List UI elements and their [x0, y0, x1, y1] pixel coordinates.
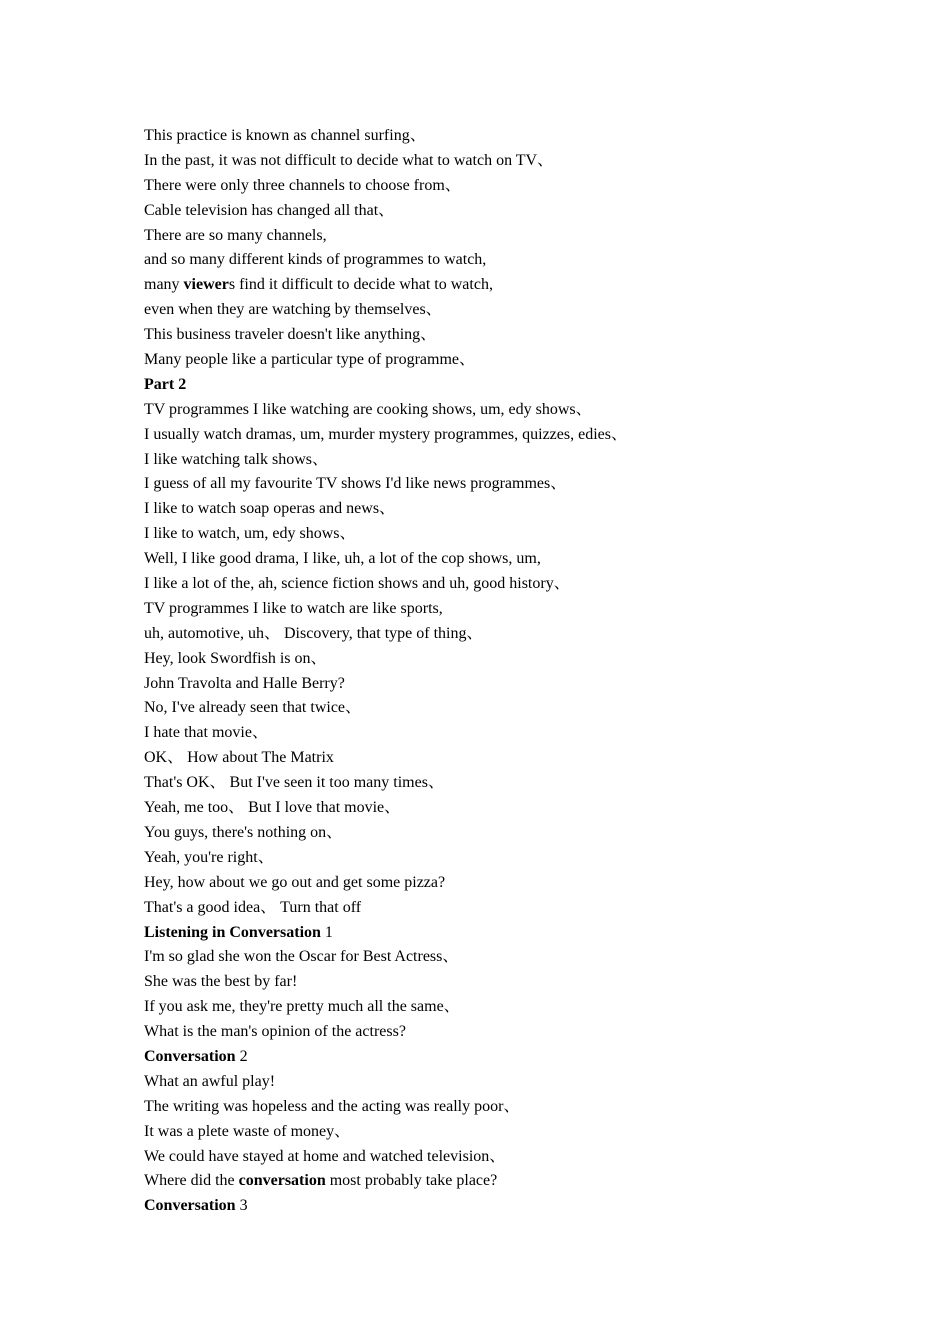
text-segment: Yeah, me too、 But I love that movie、 — [144, 799, 401, 817]
text-line — [144, 348, 864, 373]
text-segment: most probably take place? — [325, 1172, 498, 1190]
bold-text-segment: Conversation — [144, 1047, 236, 1065]
text-line — [144, 572, 864, 597]
text-line — [144, 224, 864, 249]
text-segment: I like watching talk shows、 — [144, 450, 328, 468]
text-line — [144, 199, 864, 224]
text-line — [144, 1095, 864, 1120]
text-segment: That's a good idea、 Turn that off — [144, 898, 362, 916]
text-segment: I like to watch, um, edy shows、 — [144, 525, 356, 543]
bold-text-segment: Part 2 — [144, 375, 187, 393]
text-line — [144, 273, 864, 298]
bold-text-segment: conversation — [238, 1172, 326, 1190]
text-line — [144, 149, 864, 174]
text-segment: There were only three channels to choose from、 — [144, 176, 461, 194]
text-segment: even when they are watching by themselves、 — [144, 301, 442, 319]
text-line — [144, 547, 864, 572]
text-line — [144, 1169, 864, 1194]
text-segment: Many people like a particular type of programme、 — [144, 351, 475, 369]
bold-text-segment: Listening in Conversation — [144, 923, 321, 941]
text-segment: I usually watch dramas, um, murder mystery programmes, quizzes, edies、 — [144, 425, 627, 443]
text-line — [144, 746, 864, 771]
text-segment: 2 — [235, 1047, 248, 1065]
text-segment: I like a lot of the, ah, science fiction shows and uh, good history、 — [144, 575, 570, 593]
text-line — [144, 448, 864, 473]
text-segment: The writing was hopeless and the acting was really poor、 — [144, 1097, 520, 1115]
text-line — [144, 921, 864, 946]
text-segment: We could have stayed at home and watched television、 — [144, 1147, 506, 1165]
text-line — [144, 423, 864, 448]
text-segment: This practice is known as channel surfing、 — [144, 127, 426, 144]
text-line — [144, 497, 864, 522]
text-line — [144, 821, 864, 846]
text-segment: In the past, it was not difficult to decide what to watch on TV、 — [144, 151, 554, 169]
text-segment: Cable television has changed all that、 — [144, 201, 395, 219]
text-segment: 1 — [320, 923, 333, 941]
text-segment: many — [144, 276, 184, 294]
text-segment: It was a plete waste of money、 — [144, 1122, 351, 1140]
text-segment: That's OK、 But I've seen it too many times、 — [144, 774, 444, 792]
text-line — [144, 398, 864, 423]
text-line — [144, 124, 864, 149]
text-segment: This business traveler doesn't like anything、 — [144, 326, 437, 344]
text-segment: There are so many channels, — [144, 226, 327, 244]
text-line — [144, 1045, 864, 1070]
text-line — [144, 298, 864, 323]
text-line — [144, 373, 864, 398]
text-line — [144, 896, 864, 921]
text-line — [144, 1145, 864, 1170]
text-segment: Well, I like good drama, I like, uh, a lot of the cop shows, um, — [144, 550, 541, 568]
text-segment: I guess of all my favourite TV shows I'd like news programmes、 — [144, 475, 567, 493]
text-line — [144, 248, 864, 273]
text-segment: Yeah, you're right、 — [144, 848, 274, 866]
text-segment: What an awful play! — [144, 1072, 276, 1090]
text-line — [144, 696, 864, 721]
text-line — [144, 1070, 864, 1095]
text-segment: What is the man's opinion of the actress? — [144, 1023, 406, 1041]
text-line — [144, 796, 864, 821]
text-segment: s find it difficult to decide what to watch, — [228, 276, 493, 294]
text-segment: and so many different kinds of programmes to watch, — [144, 251, 487, 269]
text-line — [144, 174, 864, 199]
text-segment: No, I've already seen that twice、 — [144, 699, 362, 717]
text-line — [144, 1194, 864, 1219]
text-line — [144, 771, 864, 796]
text-line — [144, 721, 864, 746]
text-line — [144, 970, 864, 995]
text-line — [144, 472, 864, 497]
text-segment: Where did the — [144, 1172, 239, 1190]
text-line — [144, 846, 864, 871]
text-line — [144, 871, 864, 896]
text-line — [144, 945, 864, 970]
text-segment: John Travolta and Halle Berry? — [144, 674, 345, 692]
text-segment: TV programmes I like to watch are like sports, — [144, 599, 443, 617]
text-line — [144, 995, 864, 1020]
text-segment: If you ask me, they're pretty much all the same、 — [144, 998, 460, 1016]
text-line — [144, 1020, 864, 1045]
text-segment: OK、 How about The Matrix — [144, 749, 334, 767]
bold-text-segment: Conversation — [144, 1197, 236, 1215]
text-line — [144, 597, 864, 622]
bold-text-segment: viewer — [183, 276, 229, 294]
text-segment: Hey, look Swordfish is on、 — [144, 649, 327, 667]
text-segment: You guys, there's nothing on、 — [144, 823, 343, 841]
text-segment: Hey, how about we go out and get some pizza? — [144, 873, 446, 891]
text-segment: TV programmes I like watching are cooking shows, um, edy shows、 — [144, 400, 592, 418]
text-segment: She was the best by far! — [144, 973, 298, 991]
text-line — [144, 672, 864, 697]
text-segment: I'm so glad she won the Oscar for Best Actress、 — [144, 948, 459, 966]
text-segment: I hate that movie、 — [144, 724, 268, 742]
document-page — [144, 124, 864, 1219]
text-segment: I like to watch soap operas and news、 — [144, 500, 396, 518]
text-line — [144, 647, 864, 672]
text-line — [144, 323, 864, 348]
text-line — [144, 622, 864, 647]
text-segment: uh, automotive, uh、 Discovery, that type of thing、 — [144, 624, 483, 642]
text-segment: 3 — [235, 1197, 248, 1215]
text-line — [144, 522, 864, 547]
text-line — [144, 1120, 864, 1145]
